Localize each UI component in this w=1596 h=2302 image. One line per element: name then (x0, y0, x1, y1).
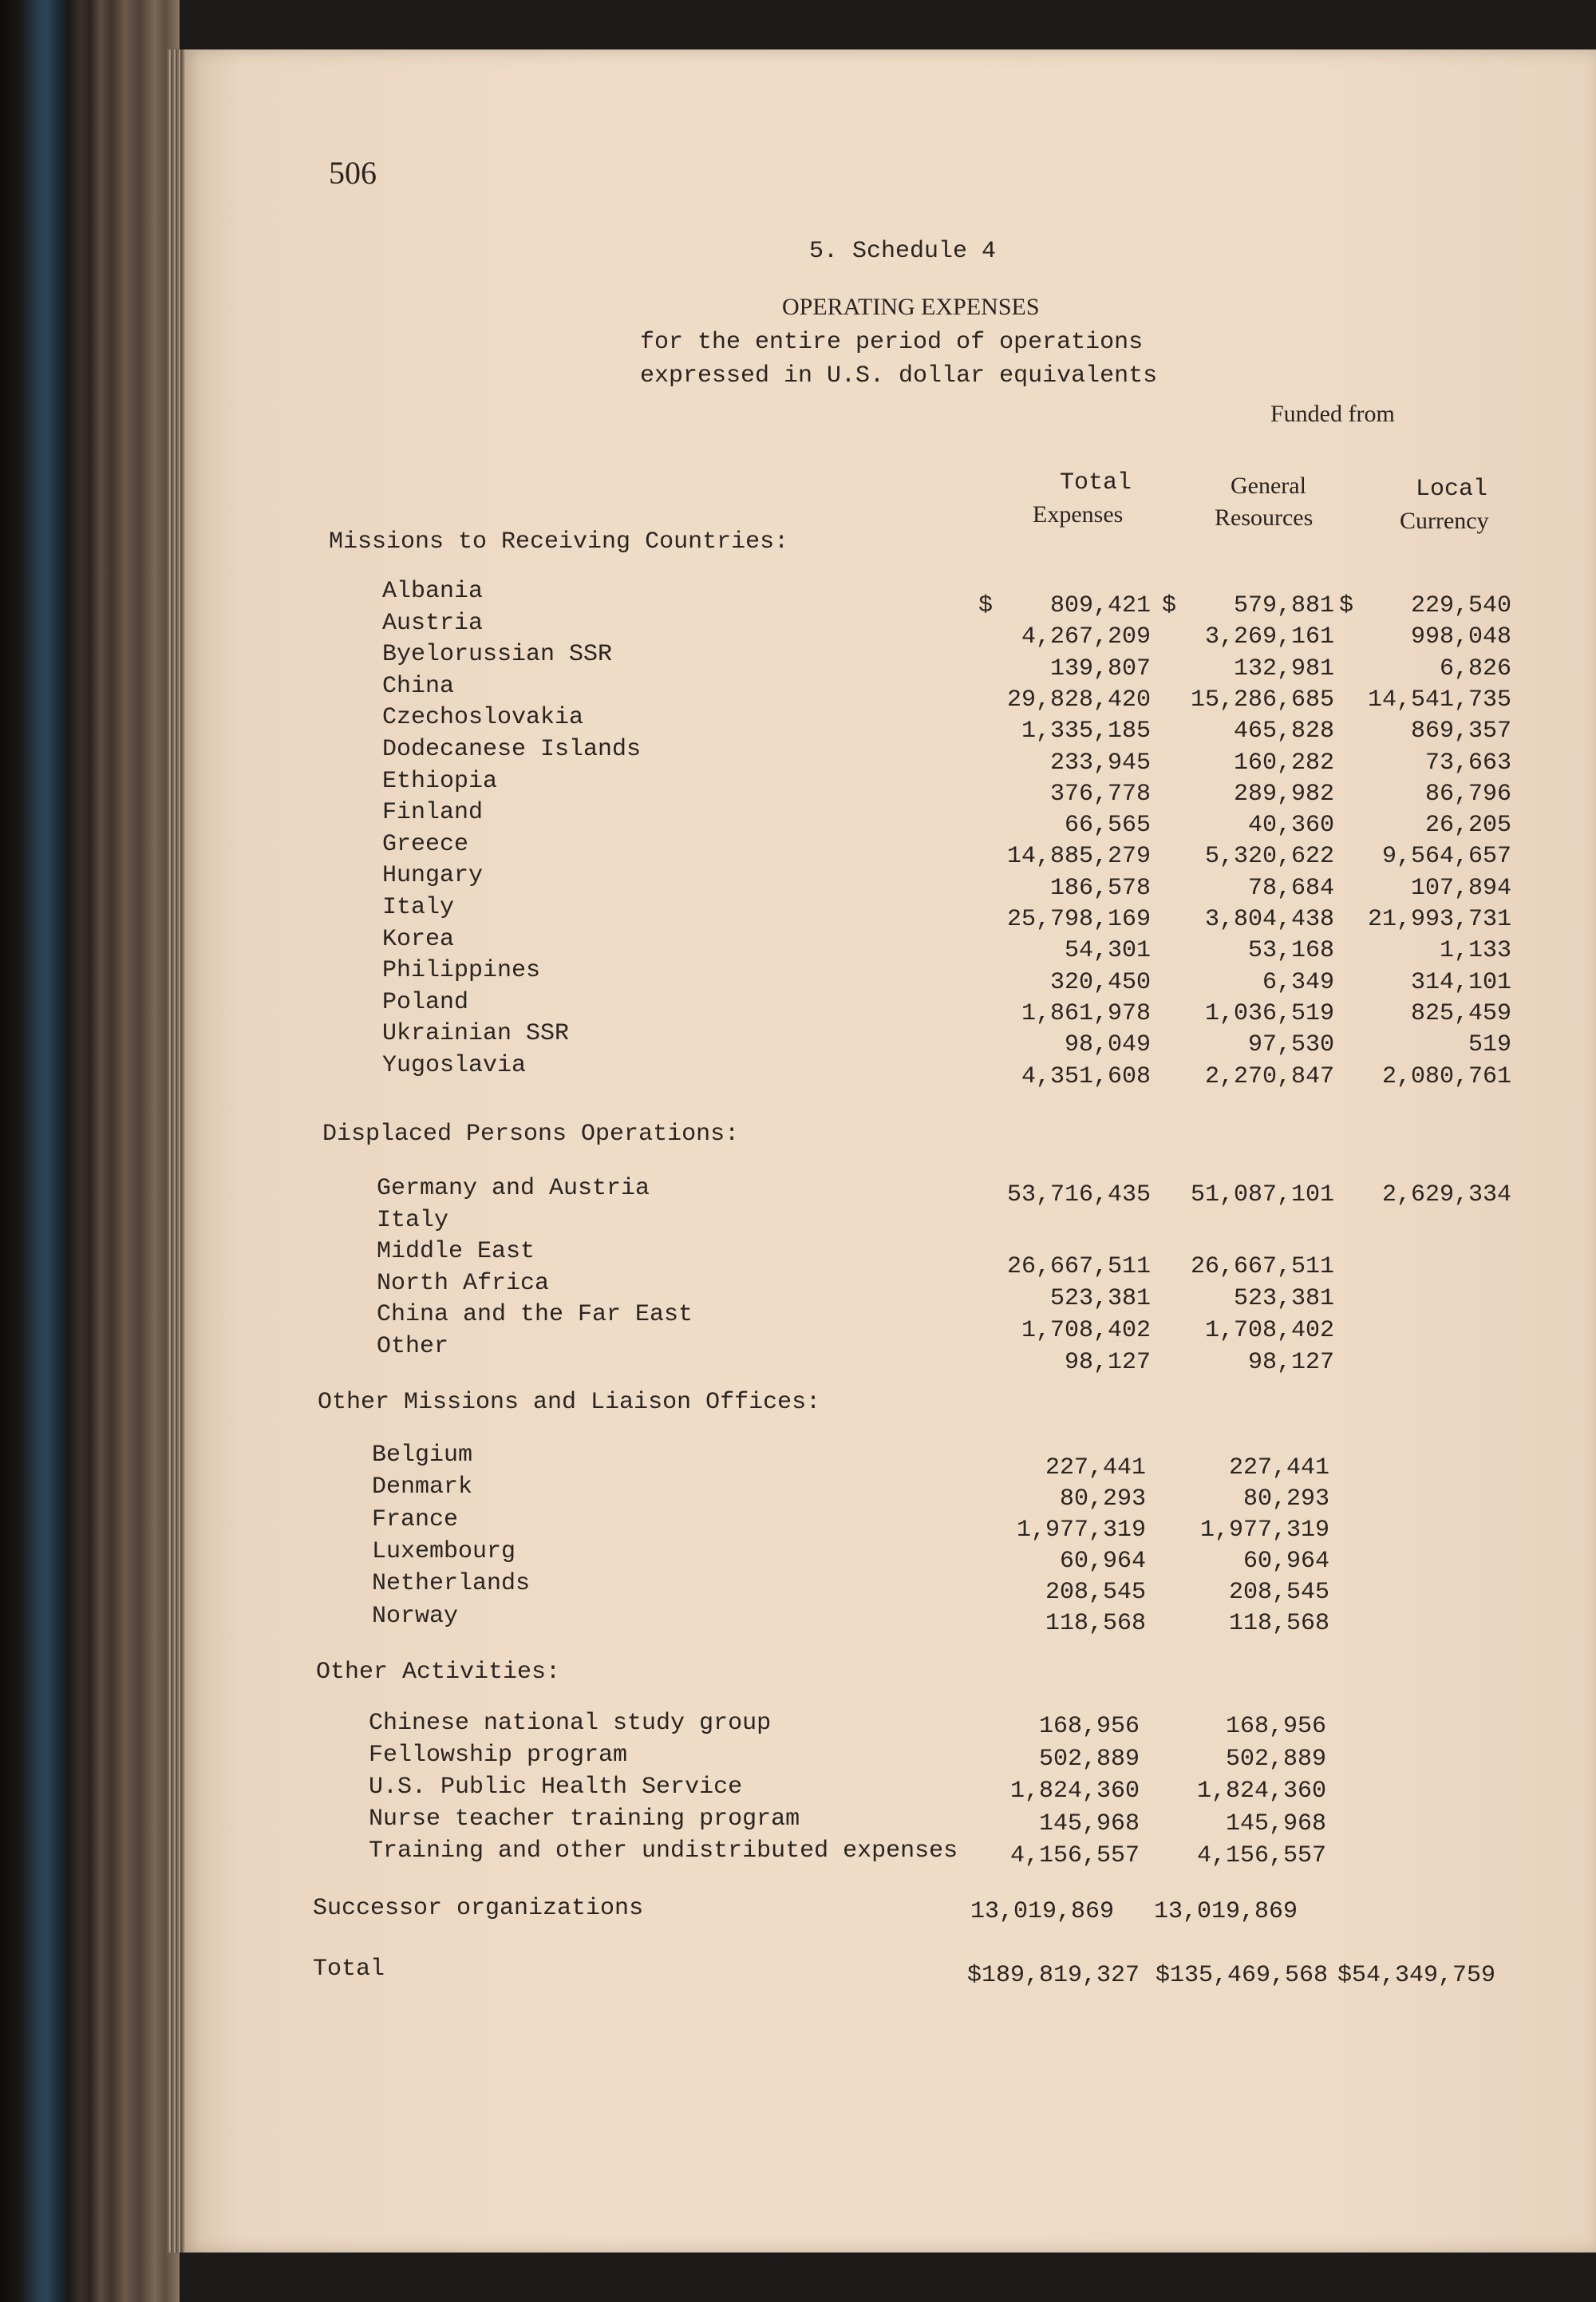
missions-row-total: 4,351,608 (1021, 1062, 1151, 1090)
missions-row-name: Dodecanese Islands (382, 736, 642, 763)
activities-row-total: 4,156,557 (1009, 1842, 1140, 1869)
missions-row-name: Poland (382, 988, 469, 1016)
activities-row-total: 1,824,360 (1009, 1778, 1140, 1805)
displaced-row-general: 1,708,402 (1204, 1317, 1334, 1344)
missions-row-local: 9,564,657 (1381, 843, 1511, 871)
missions-row-local: 1,133 (1439, 937, 1511, 965)
missions-row-total: 320,450 (1049, 968, 1151, 996)
liaison-row-total: 80,293 (1059, 1485, 1146, 1513)
displaced-row-total: 53,716,435 (1006, 1181, 1151, 1208)
displaced-row-total: 523,381 (1049, 1285, 1151, 1312)
missions-row-general: 3,269,161 (1204, 623, 1334, 651)
displaced-row-general: 51,087,101 (1190, 1181, 1334, 1208)
missions-row-general: 465,828 (1233, 718, 1334, 746)
missions-row-total: 4,267,209 (1021, 623, 1151, 651)
missions-row-total: $ 809,421 (978, 592, 1151, 619)
missions-row-local: 314,101 (1410, 968, 1511, 996)
missions-row-local: 14,541,735 (1367, 686, 1511, 714)
displaced-row-local: 2,629,334 (1381, 1181, 1511, 1208)
missions-row-name: Albania (382, 578, 484, 605)
missions-row-total: 139,807 (1049, 655, 1151, 682)
missions-row-general: 40,360 (1247, 812, 1334, 840)
displaced-row-total: 1,708,402 (1021, 1317, 1151, 1344)
missions-row-local: 73,663 (1424, 749, 1511, 777)
displaced-row-name: Italy (377, 1206, 449, 1234)
liaison-row-total: 208,545 (1045, 1579, 1146, 1606)
missions-row-general: $ 579,881 (1161, 592, 1334, 619)
activities-row-general: 502,889 (1225, 1745, 1326, 1773)
book-page (185, 49, 1596, 2253)
missions-row-general: 53,168 (1247, 937, 1334, 965)
activities-row-general: 145,968 (1225, 1810, 1326, 1837)
liaison-row-name: Denmark (372, 1473, 473, 1501)
book-binding (0, 0, 180, 2302)
missions-row-name: Hungary (382, 862, 484, 890)
displaced-row-name: China and the Far East (377, 1301, 693, 1329)
liaison-row-general: 1,977,319 (1199, 1517, 1329, 1544)
missions-row-local: 519 (1468, 1031, 1511, 1059)
subtitle-line-1: for the entire period of operations (640, 329, 1144, 356)
missions-row-name: Korea (382, 925, 455, 953)
missions-row-general: 97,530 (1247, 1031, 1334, 1059)
activities-row-general: 4,156,557 (1196, 1842, 1326, 1869)
liaison-row-general: 227,441 (1228, 1454, 1329, 1481)
missions-row-general: 1,036,519 (1204, 999, 1334, 1027)
missions-row-name: Austria (382, 609, 484, 637)
missions-row-local: $ 229,540 (1338, 592, 1511, 619)
activities-row-general: 168,956 (1225, 1713, 1326, 1740)
missions-row-name: Philippines (382, 957, 541, 985)
missions-row-local: 107,894 (1410, 874, 1511, 902)
missions-row-total: 186,578 (1049, 874, 1151, 902)
missions-row-total: 66,565 (1064, 812, 1151, 840)
liaison-row-total: 1,977,319 (1016, 1517, 1146, 1544)
missions-row-total: 233,945 (1049, 749, 1151, 777)
missions-row-local: 998,048 (1410, 623, 1511, 651)
page-title: OPERATING EXPENSES (782, 294, 1040, 320)
activities-row-name: Fellowship program (369, 1742, 628, 1769)
activities-row-name: Chinese national study group (369, 1710, 772, 1737)
col-general-header-2: Resources (1215, 504, 1314, 531)
missions-row-name: Finland (382, 799, 484, 827)
missions-row-general: 289,982 (1233, 780, 1334, 808)
missions-row-general: 15,286,685 (1190, 686, 1334, 714)
activities-row-total: 145,968 (1038, 1810, 1140, 1837)
liaison-row-total: 227,441 (1045, 1454, 1146, 1481)
displaced-row-total: 98,127 (1064, 1349, 1151, 1376)
missions-row-local: 2,080,761 (1381, 1062, 1511, 1090)
missions-row-name: Yugoslavia (382, 1052, 527, 1079)
missions-row-total: 54,301 (1064, 937, 1151, 965)
displaced-row-name: Middle East (377, 1238, 535, 1266)
missions-row-total: 1,335,185 (1021, 718, 1151, 746)
missions-row-local: 21,993,731 (1367, 906, 1511, 933)
missions-row-total: 14,885,279 (1006, 843, 1151, 871)
missions-row-local: 6,826 (1439, 655, 1511, 682)
missions-row-total: 98,049 (1064, 1031, 1151, 1059)
displaced-row-general: 98,127 (1247, 1349, 1334, 1376)
schedule-label: 5. Schedule 4 (809, 238, 997, 265)
liaison-row-general: 118,568 (1228, 1610, 1329, 1637)
section-liaison-label: Other Missions and Liaison Offices: (318, 1389, 821, 1416)
successor-total: 13,019,869 (970, 1898, 1114, 1925)
missions-row-name: Czechoslovakia (382, 704, 584, 732)
displaced-row-total: 26,667,511 (1006, 1253, 1151, 1280)
liaison-row-name: France (372, 1505, 459, 1533)
activities-row-general: 1,824,360 (1196, 1778, 1326, 1805)
grand-total-general: $135,469,568 (1155, 1962, 1328, 1989)
displaced-row-name: Germany and Austria (377, 1175, 650, 1202)
missions-row-name: China (382, 672, 455, 700)
missions-row-general: 132,981 (1233, 655, 1334, 682)
missions-row-total: 376,778 (1049, 780, 1151, 808)
liaison-row-general: 208,545 (1228, 1579, 1329, 1606)
missions-row-local: 86,796 (1424, 780, 1511, 808)
liaison-row-total: 60,964 (1059, 1548, 1146, 1575)
missions-row-name: Italy (382, 894, 455, 921)
liaison-row-total: 118,568 (1045, 1610, 1146, 1637)
missions-row-total: 29,828,420 (1006, 686, 1151, 714)
activities-row-name: Training and other undistributed expenses (369, 1837, 958, 1865)
missions-row-general: 78,684 (1247, 874, 1334, 902)
col-total-header-1: Total (1060, 469, 1132, 496)
missions-row-total: 1,861,978 (1021, 999, 1151, 1027)
missions-row-general: 3,804,438 (1204, 906, 1334, 933)
liaison-row-name: Netherlands (372, 1570, 531, 1598)
col-general-header-1: General (1231, 473, 1306, 499)
activities-row-name: U.S. Public Health Service (369, 1774, 743, 1801)
missions-row-local: 26,205 (1424, 812, 1511, 840)
section-activities-label: Other Activities: (316, 1659, 561, 1686)
missions-row-local: 825,459 (1410, 999, 1511, 1027)
liaison-row-general: 60,964 (1242, 1548, 1329, 1575)
col-total-header-2: Expenses (1033, 501, 1124, 528)
grand-total-label: Total (313, 1956, 385, 1983)
activities-row-name: Nurse teacher training program (369, 1806, 800, 1833)
successor-label: Successor organizations (313, 1895, 644, 1922)
missions-row-general: 2,270,847 (1204, 1062, 1334, 1090)
liaison-row-name: Norway (372, 1602, 459, 1630)
successor-general: 13,019,869 (1153, 1898, 1298, 1925)
missions-row-general: 6,349 (1262, 968, 1334, 996)
missions-row-name: Greece (382, 830, 469, 858)
grand-total-total: $189,819,327 (966, 1962, 1140, 1989)
missions-row-total: 25,798,169 (1006, 906, 1151, 933)
missions-row-name: Ukrainian SSR (382, 1020, 570, 1048)
section-missions-label: Missions to Receiving Countries: (329, 528, 789, 556)
missions-row-local: 869,357 (1410, 718, 1511, 746)
displaced-row-name: North Africa (377, 1269, 550, 1297)
missions-row-name: Byelorussian SSR (382, 641, 613, 669)
funded-from-header: Funded from (1270, 401, 1395, 427)
section-displaced-label: Displaced Persons Operations: (322, 1121, 740, 1148)
activities-row-total: 168,956 (1038, 1713, 1140, 1740)
page-number: 506 (329, 155, 377, 191)
displaced-row-general: 523,381 (1233, 1285, 1334, 1312)
activities-row-total: 502,889 (1038, 1745, 1140, 1773)
liaison-row-name: Luxembourg (372, 1537, 516, 1565)
col-local-header-1: Local (1416, 476, 1488, 503)
liaison-row-general: 80,293 (1242, 1485, 1329, 1513)
subtitle-line-2: expressed in U.S. dollar equivalents (640, 362, 1158, 390)
missions-row-general: 160,282 (1233, 749, 1334, 777)
displaced-row-general: 26,667,511 (1190, 1253, 1334, 1280)
col-local-header-2: Currency (1400, 508, 1489, 534)
grand-total-local: $54,349,759 (1337, 1962, 1495, 1989)
missions-row-general: 5,320,622 (1204, 843, 1334, 871)
missions-row-name: Ethiopia (382, 767, 498, 795)
displaced-row-name: Other (377, 1333, 449, 1360)
liaison-row-name: Belgium (372, 1442, 473, 1469)
